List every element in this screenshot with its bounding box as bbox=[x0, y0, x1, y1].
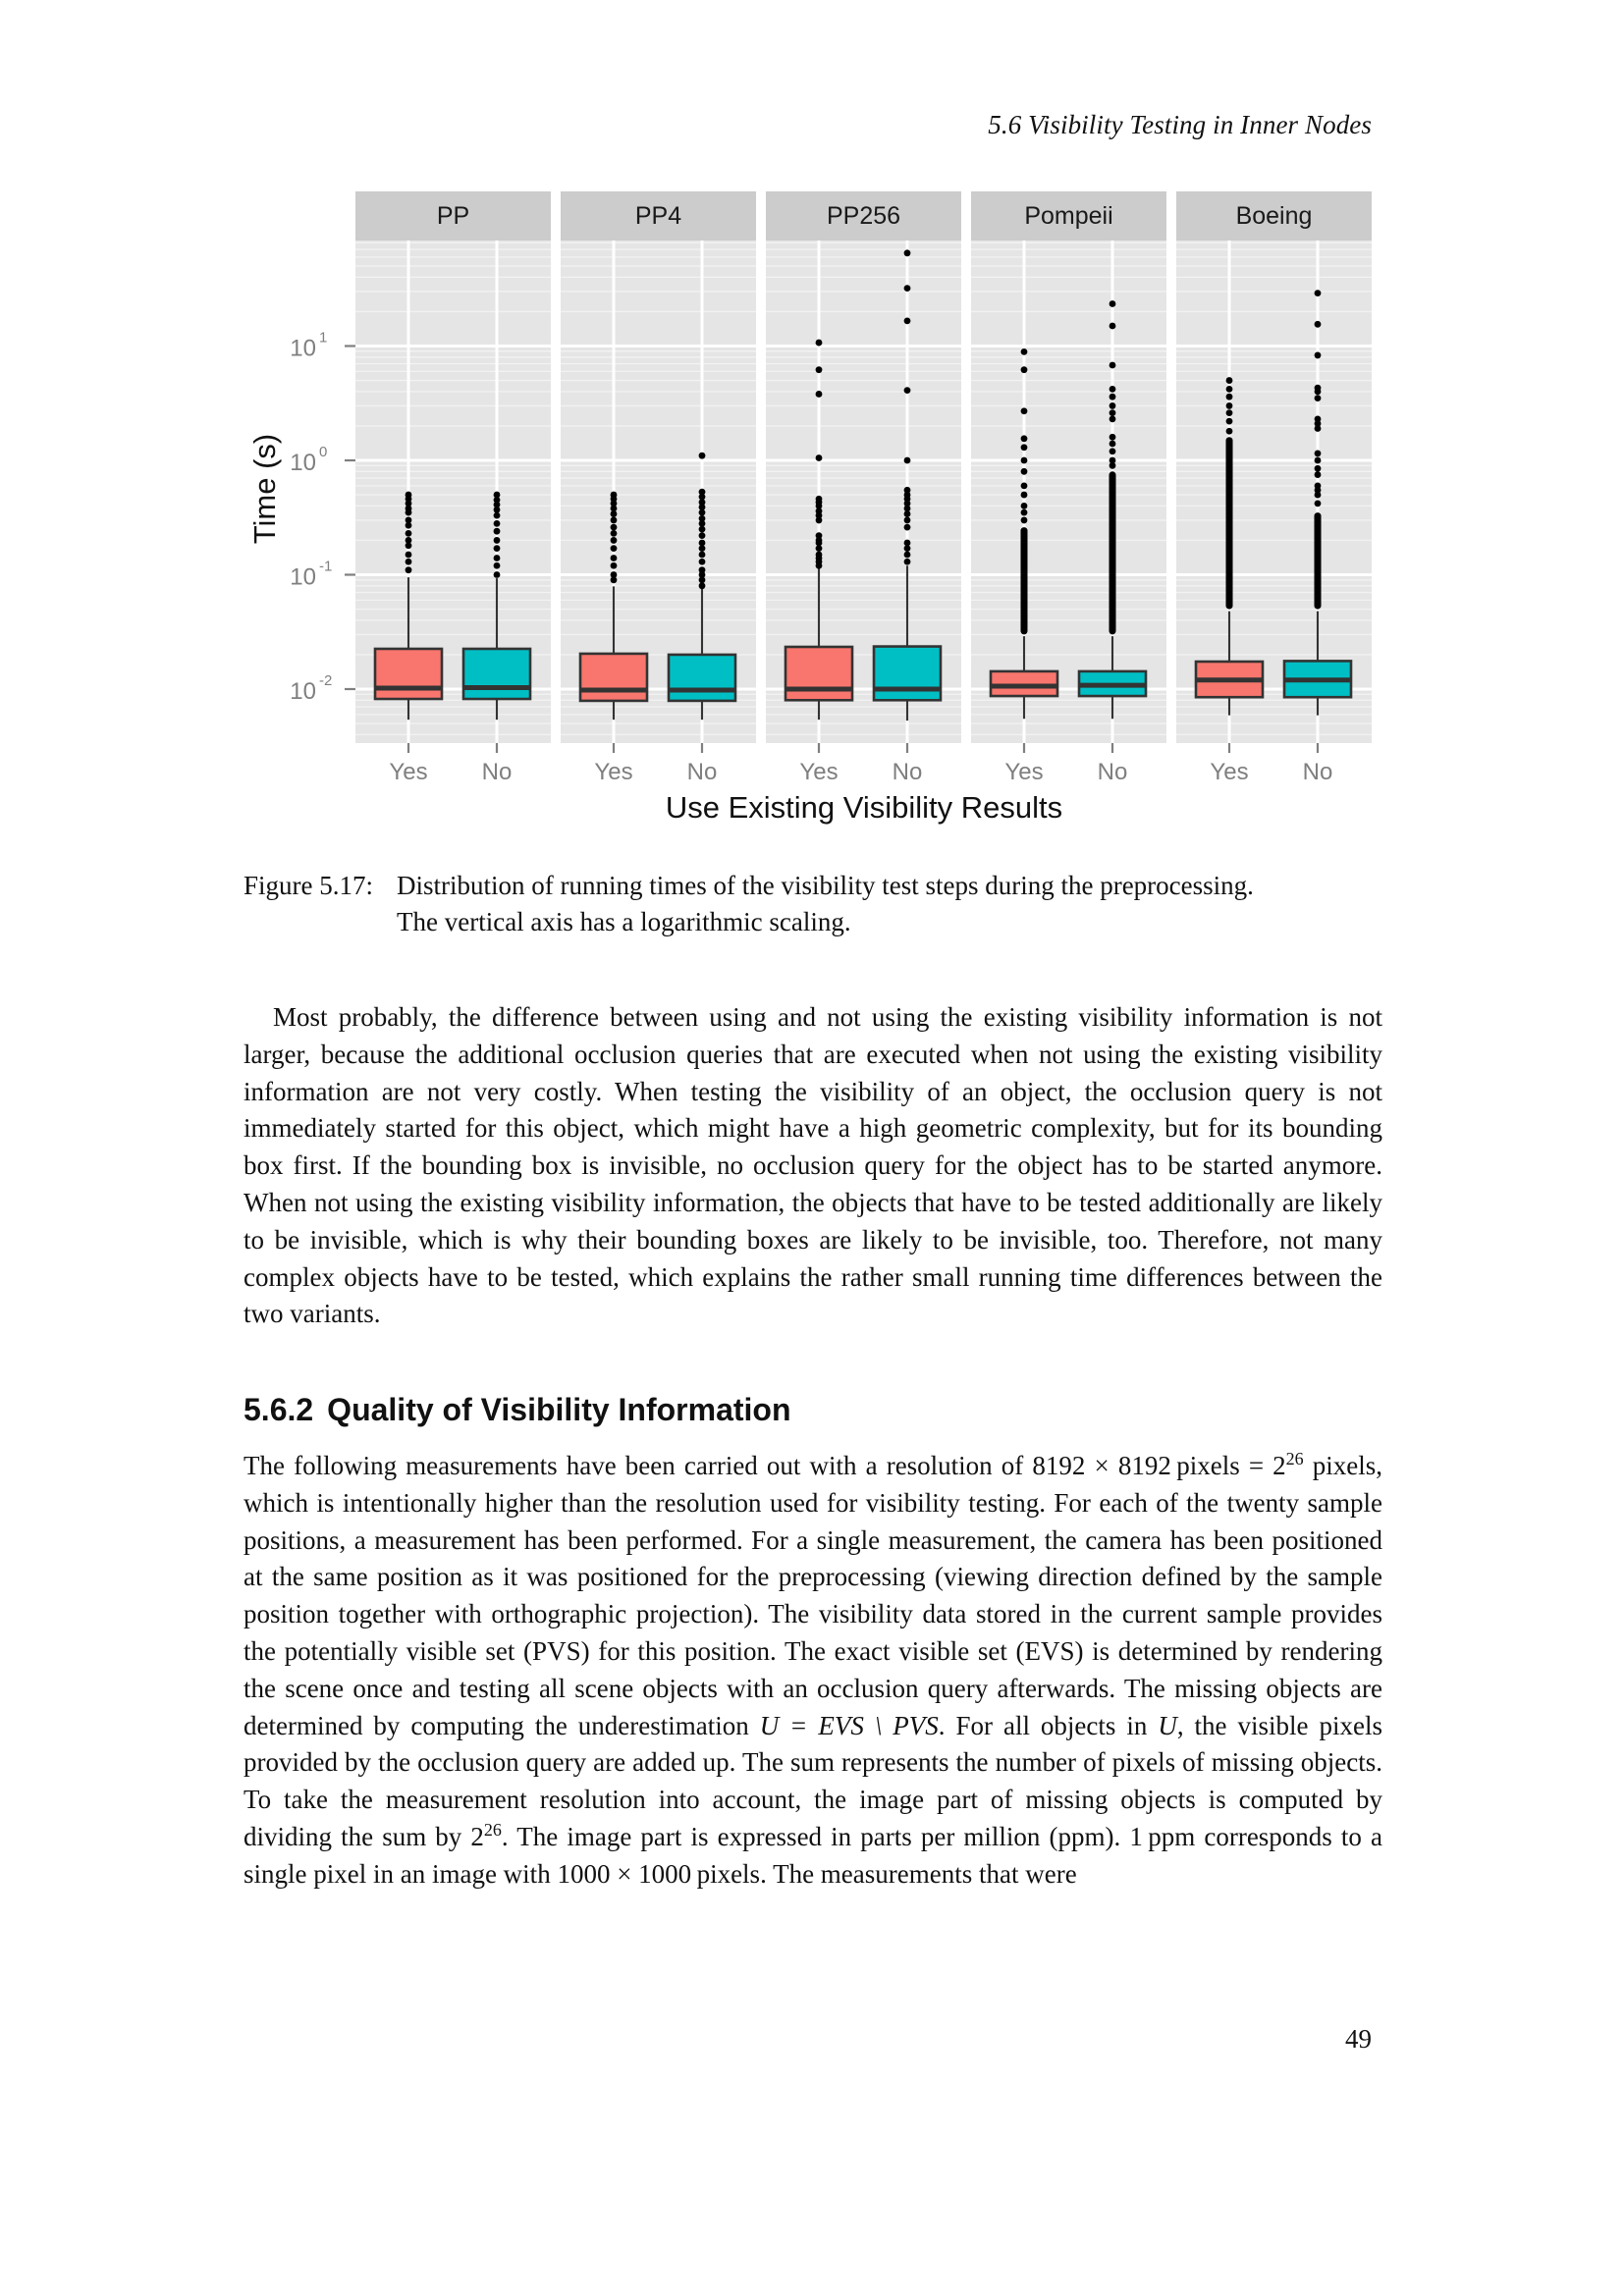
caption-line-2: The vertical axis has a logarithmic scaling. bbox=[397, 907, 851, 936]
x-tick-label: Yes bbox=[1004, 759, 1044, 785]
y-tick-exponent: -1 bbox=[319, 558, 333, 575]
x-tick-label: No bbox=[1097, 759, 1128, 785]
y-tick-exponent: 1 bbox=[319, 329, 328, 347]
section-heading bbox=[244, 1392, 791, 1428]
facet-panel-pompeii bbox=[971, 191, 1166, 785]
page-number: 49 bbox=[1345, 2024, 1372, 2054]
x-tick-label: Yes bbox=[594, 759, 633, 785]
y-axis-title: Time (s) bbox=[247, 433, 282, 545]
facet-label: PP256 bbox=[826, 202, 901, 230]
x-tick-label: Yes bbox=[1210, 759, 1249, 785]
paragraph-text: Most probably, the difference between using and not using the existing visibility information is not larger, because the additional occlusion queries that are executed when not using the existing visibility information are not very costly. When testing the visibility of an object, the occlusion query is not immediately started for this object, which might have a high geometric complexity, but for its bounding box first. If the bounding box is invisible, no occlusion query for the object has to be started anymore. When not using the existing visibility information, the objects that have to be tested additionally are likely to be invisible, which is why their bounding boxes are likely to be invisible, too. Therefore, not many complex objects have to be tested, which explains the rather small running time differences between the two variants. bbox=[244, 1002, 1382, 1329]
paragraph-running-time-discussion bbox=[244, 999, 1382, 1333]
math-u: U bbox=[1158, 1710, 1177, 1740]
facet-label: PP4 bbox=[634, 202, 682, 230]
y-tick-exponent: -2 bbox=[319, 672, 333, 689]
running-header: 5.6 Visibility Testing in Inner Nodes bbox=[988, 110, 1372, 139]
facet-label: Boeing bbox=[1235, 202, 1313, 230]
figure-caption bbox=[244, 868, 1382, 940]
y-tick-label: 10 bbox=[290, 678, 316, 705]
x-tick-label: No bbox=[686, 759, 718, 785]
x-axis-title: Use Existing Visibility Results bbox=[665, 790, 1063, 825]
x-tick-label: No bbox=[1302, 759, 1333, 785]
facet-panel-pp256 bbox=[766, 191, 961, 785]
facet-label: Pompeii bbox=[1024, 202, 1113, 230]
y-tick-exponent: 0 bbox=[319, 444, 328, 460]
boxplot-figure bbox=[0, 0, 1624, 844]
section-title: Quality of Visibility Information bbox=[327, 1392, 791, 1427]
facet-panel-boeing bbox=[1176, 191, 1372, 785]
y-tick-label: 10 bbox=[290, 450, 316, 476]
y-tick-label: 10 bbox=[290, 563, 316, 591]
y-tick-label: 10 bbox=[290, 335, 316, 362]
facet-label: PP bbox=[436, 202, 470, 230]
facet-panel-pp4 bbox=[561, 191, 756, 785]
math-underestimation: U = EVS \ PVS bbox=[759, 1710, 939, 1740]
facet-panel-pp bbox=[355, 191, 551, 785]
x-tick-label: Yes bbox=[389, 759, 428, 785]
paragraph-measurement-method bbox=[244, 1448, 1382, 1894]
section-number: 5.6.2 bbox=[244, 1392, 314, 1427]
x-tick-label: No bbox=[892, 759, 923, 785]
figure-label: Figure 5.17: bbox=[244, 871, 373, 900]
x-tick-label: Yes bbox=[799, 759, 839, 785]
x-tick-label: No bbox=[481, 759, 513, 785]
caption-line-1: Distribution of running times of the visibility test steps during the preprocessing. bbox=[397, 871, 1254, 900]
paragraph-text: The following measurements have been carried out with a resolution of 8192 × 8192 pixels = $2^{26}$ pixels, which is intentionally higher than the resolution used for visibility testing. For each of the twenty sample positions, a measurement has been performed. For a single measurement, the camera has been positioned at the same position as it was positioned for the preprocessing (viewing direction defined by the sample position together with orthographic projection). The visibility data stored in the current sample provides the potentially visible set (PVS) for this position. The exact visible set (EVS) is determined by rendering the scene once and testing all scene objects with an occlusion query afterwards. The missing objects are determined by computing the underestimation U = EVS \ PVS. For all objects in U, the visible pixels provided by the occlusion query are added up. The sum represents the number of pixels of missing objects. To take the measurement resolution into account, the image part of missing objects is computed by dividing the sum by $2^{26}$. The image part is expressed in parts per million (ppm). 1 ppm corresponds to a single pixel in an image with 1000 × 1000 pixels. The measurements that were bbox=[244, 1449, 1383, 1889]
